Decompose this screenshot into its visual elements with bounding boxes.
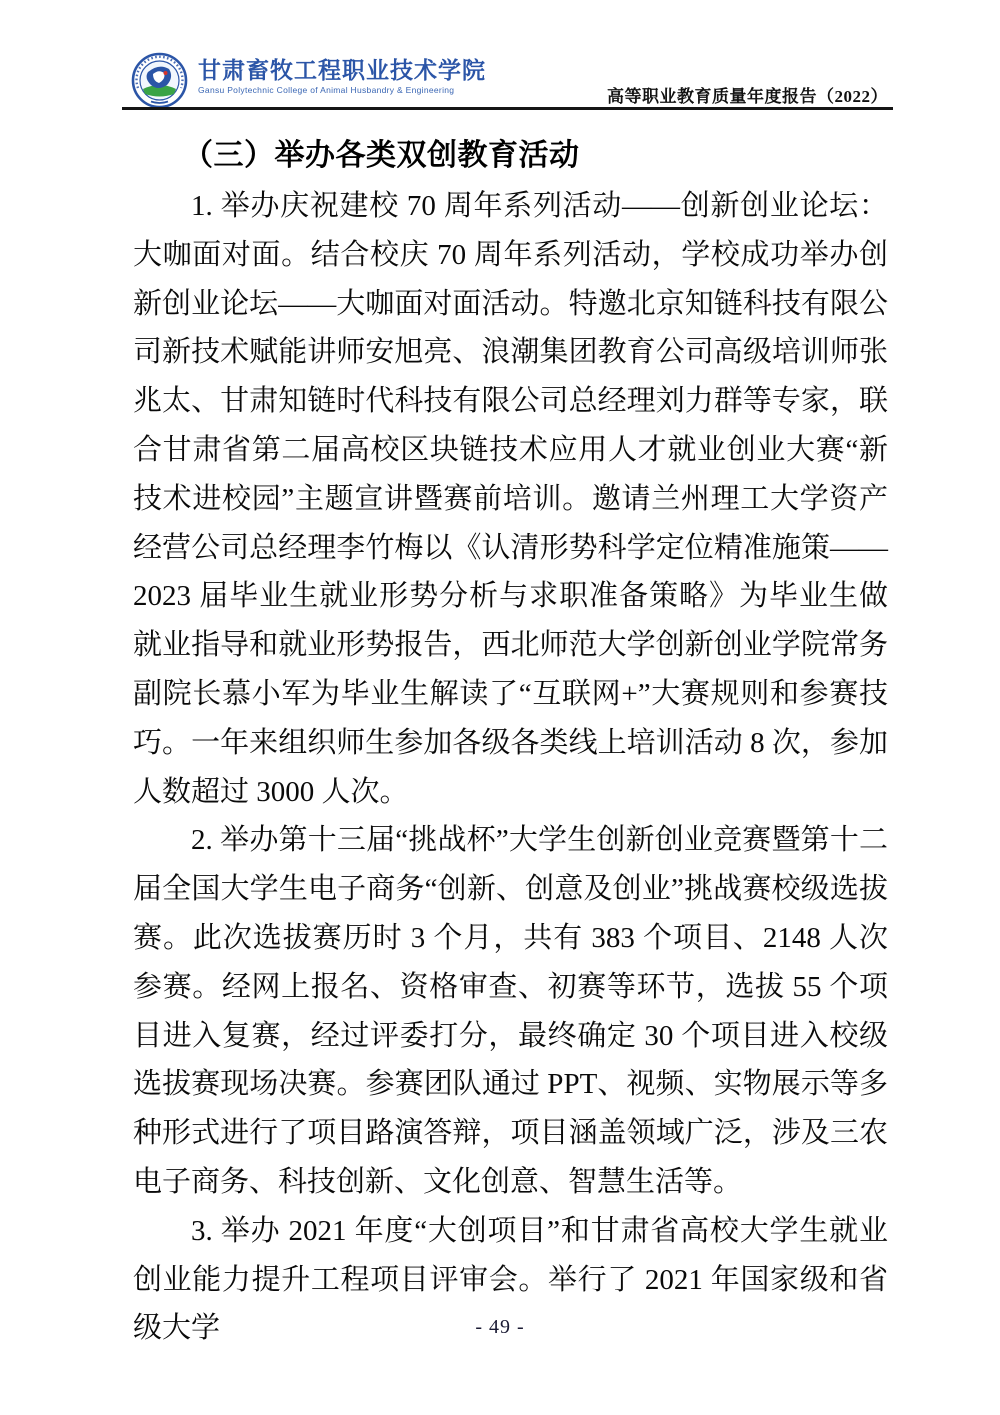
header-divider	[122, 107, 893, 110]
page-number: - 49 -	[475, 1316, 525, 1338]
college-logo	[131, 52, 486, 109]
college-emblem-icon	[131, 52, 188, 109]
college-name-en: Gansu Polytechnic College of Animal Husbandry & Engineering	[198, 85, 455, 95]
college-name-cn: 甘肃畜牧工程职业技术学院	[198, 58, 486, 83]
section-heading: （三）举办各类双创教育活动	[183, 139, 580, 172]
page-header	[0, 0, 1000, 112]
paragraph-1: 1. 举办庆祝建校 70 周年系列活动——创新创业论坛：大咖面对面。结合校庆 70 周年系列活动，学校成功举办创新创业论坛——大咖面对面活动。特邀北京知链科技有限公司新技术赋能讲师安旭亮、浪潮集团教育公司高级培训师张兆太、甘肃知链时代科技有限公司总经理刘力群等专家，联合甘肃省第二届高校区块链技术应用人才就业创业大赛“新技术进校园”主题宣讲暨赛前培训。邀请兰州理工大学资产经营公司总经理李竹梅以《认清形势科学定位精准施策——2023 届毕业生就业形势分析与求职准备策略》为毕业生做就业指导和就业形势报告，西北师范大学创新创业学院常务副院长慕小军为毕业生解读了“互联网+”大赛规则和参赛技巧。一年来组织师生参加各级各类线上培训活动 8 次，参加人数超过 3000 人次。	[133, 190, 888, 808]
paragraph-3: 3. 举办 2021 年度“大创项目”和甘肃省高校大学生就业创业能力提升工程项目评审会。举行了 2021 年国家级和省级大学	[133, 1214, 888, 1345]
paragraph-2: 2. 举办第十三届“挑战杯”大学生创新创业竞赛暨第十二届全国大学生电子商务“创新、创意及创业”挑战赛校级选拔赛。此次选拔赛历时 3 个月，共有 383 个项目、2148 人次参赛。经网上报名、资格审查、初赛等环节，选拔 55 个项目进入复赛，经过评委打分，最终确定 30 个项目进入校级选拔赛现场决赛。参赛团队通过 PPT、视频、实物展示等多种形式进行了项目路演答辩，项目涵盖领域广泛，涉及三农电子商务、科技创新、文化创意、智慧生活等。	[133, 824, 888, 1198]
report-title: 高等职业教育质量年度报告（2022）	[607, 87, 888, 106]
document-body	[133, 130, 888, 1353]
